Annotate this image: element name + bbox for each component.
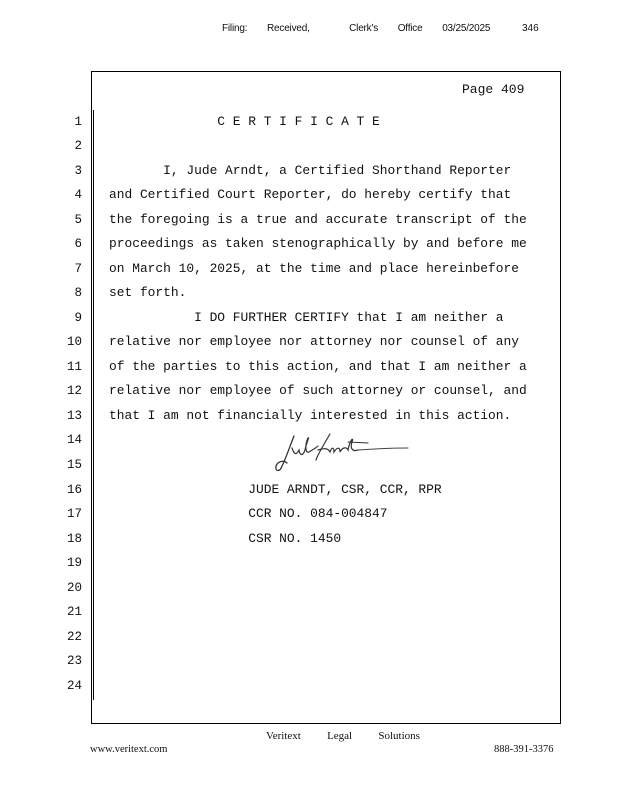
line-text: CCR NO. 084-004847	[109, 506, 388, 521]
page-label: Page 409	[462, 82, 525, 97]
line-number: 4	[74, 188, 82, 202]
line-text: CSR NO. 1450	[109, 531, 342, 546]
line-text: and Certified Court Reporter, do hereby certify that	[109, 187, 512, 202]
line-number: 7	[74, 262, 82, 276]
line-number: 1	[74, 115, 82, 129]
line-number: 10	[66, 335, 82, 349]
line-text: on March 10, 2025, at the time and place hereinbefore	[109, 261, 519, 276]
line-text: relative nor employee of such attorney or counsel, and	[109, 383, 527, 398]
line-text: that I am not financially interested in this action.	[109, 408, 512, 423]
line-number: 3	[74, 164, 82, 178]
line-number: 6	[74, 237, 82, 251]
line-number: 5	[74, 213, 82, 227]
line-number: 8	[74, 286, 82, 300]
line-number: 11	[66, 360, 82, 374]
line-text: set forth.	[109, 285, 187, 300]
line-number: 21	[66, 605, 82, 619]
footer-phone: 888-391-3376	[494, 744, 554, 755]
footer-website: www.veritext.com	[90, 744, 168, 755]
line-text: JUDE ARNDT, CSR, CCR, RPR	[109, 482, 442, 497]
line-number: 22	[66, 630, 82, 644]
line-text: of the parties to this action, and that I am neither a	[109, 359, 527, 374]
line-number: 15	[66, 458, 82, 472]
line-text: I, Jude Arndt, a Certified Shorthand Reporter	[109, 163, 512, 178]
line-number: 18	[66, 532, 82, 546]
line-number: 17	[66, 507, 82, 521]
line-text: proceedings as taken stenographically by and before me	[109, 236, 527, 251]
margin-rule	[93, 110, 94, 700]
filing-stamp: Filing: Received, Clerk's Office 03/25/2025	[222, 23, 491, 34]
filing-page-number: 346	[522, 23, 539, 34]
line-number: 12	[66, 384, 82, 398]
line-number: 19	[66, 556, 82, 570]
reporter-signature	[272, 430, 412, 476]
line-number: 20	[66, 581, 82, 595]
line-number: 14	[66, 433, 82, 447]
line-number: 24	[66, 679, 82, 693]
line-text: I DO FURTHER CERTIFY that I am neither a	[109, 310, 504, 325]
line-text: the foregoing is a true and accurate transcript of the	[109, 212, 527, 227]
line-number: 9	[74, 311, 82, 325]
footer-company: Veritext Legal Solutions	[266, 730, 420, 742]
line-text: relative nor employee nor attorney nor counsel of any	[109, 334, 519, 349]
line-text: C E R T I F I C A T E	[109, 114, 380, 129]
line-number: 2	[74, 139, 82, 153]
line-number: 23	[66, 654, 82, 668]
line-number: 16	[66, 483, 82, 497]
line-number: 13	[66, 409, 82, 423]
